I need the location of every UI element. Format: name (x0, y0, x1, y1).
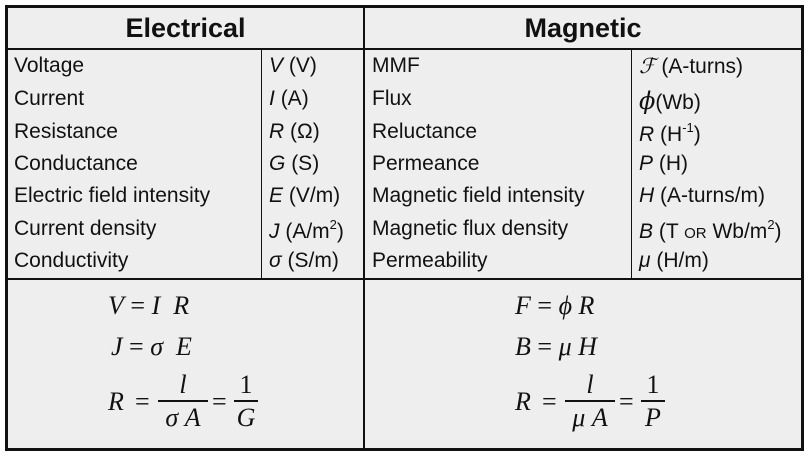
magnetic-equation-reluctance: R = l μ A = 1 P (515, 370, 685, 440)
analogy-table (5, 5, 804, 451)
electrical-quantity-voltage: Voltage (14, 54, 85, 77)
electrical-quantity-conductance: Conductance (14, 152, 138, 175)
center-divider (363, 8, 365, 448)
electrical-fraction-l-over-sigma-a: l σ A (158, 370, 208, 434)
equations-divider (8, 278, 801, 280)
magnetic-symbol-permeability: μ (H/m) (639, 249, 709, 272)
magnetic-quantity-flux: Flux (372, 87, 412, 110)
electrical-symbol-voltage: V (V) (269, 54, 317, 77)
magnetic-quantity-permeance: Permeance (372, 152, 480, 175)
magnetic-quantity-flux-density: Magnetic flux density (372, 217, 569, 240)
magnetic-symbol-mmf: ℱ (A-turns) (639, 54, 744, 78)
electrical-symbol-resistance: R (Ω) (269, 120, 320, 143)
electrical-quantity-conductivity: Conductivity (14, 249, 129, 272)
magnetic-fraction-one-over-p: 1 P (641, 370, 665, 434)
electrical-symbol-conductivity: σ (S/m) (269, 249, 339, 272)
electrical-symbol-current-density: J $(A/m^2)$ (269, 217, 344, 243)
magnetic-symbol-divider (631, 49, 632, 279)
magnetic-quantity-permeability: Permeability (372, 249, 488, 272)
electrical-symbol-current: I (A) (269, 87, 309, 110)
electrical-equation-current-density: J = σ E (111, 332, 192, 361)
magnetic-quantity-mmf: MMF (372, 54, 420, 77)
electrical-equation-resistance: R = l σ A = 1 G (108, 370, 278, 440)
magnetic-symbol-flux-density: B (T OR $Wb/m^2$) (639, 217, 782, 243)
magnetic-quantity-reluctance: Reluctance (372, 120, 478, 143)
magnetic-symbol-reluctance: R $(H^{-1})$ (639, 120, 701, 146)
electrical-quantity-field-intensity: Electric field intensity (14, 184, 211, 207)
electrical-quantity-current-density: Current density (14, 217, 157, 240)
magnetic-fraction-l-over-mu-a: l μ A (565, 370, 615, 434)
electrical-fraction-one-over-g: 1 G (234, 370, 258, 434)
magnetic-symbol-flux: ϕ(Wb) (639, 87, 701, 115)
electrical-quantity-resistance: Resistance (14, 120, 118, 143)
electrical-symbol-conductance: G (S) (269, 152, 320, 175)
electrical-symbol-divider (261, 49, 262, 279)
magnetic-symbol-permeance: P (H) (639, 152, 689, 175)
magnetic-equation-hopkinson-law: F = ϕ R (515, 291, 595, 320)
electrical-header: Electrical (125, 13, 246, 43)
electrical-equation-ohms-law: V = I R (108, 291, 190, 320)
electrical-symbol-field-intensity: E (V/m) (269, 184, 341, 207)
magnetic-equation-flux-density: B = μ H (515, 332, 597, 361)
magnetic-quantity-field-intensity: Magnetic field intensity (372, 184, 585, 207)
magnetic-symbol-field-intensity: H (A-turns/m) (639, 184, 766, 207)
magnetic-header: Magnetic (524, 13, 642, 43)
electrical-quantity-current: Current (14, 87, 85, 110)
